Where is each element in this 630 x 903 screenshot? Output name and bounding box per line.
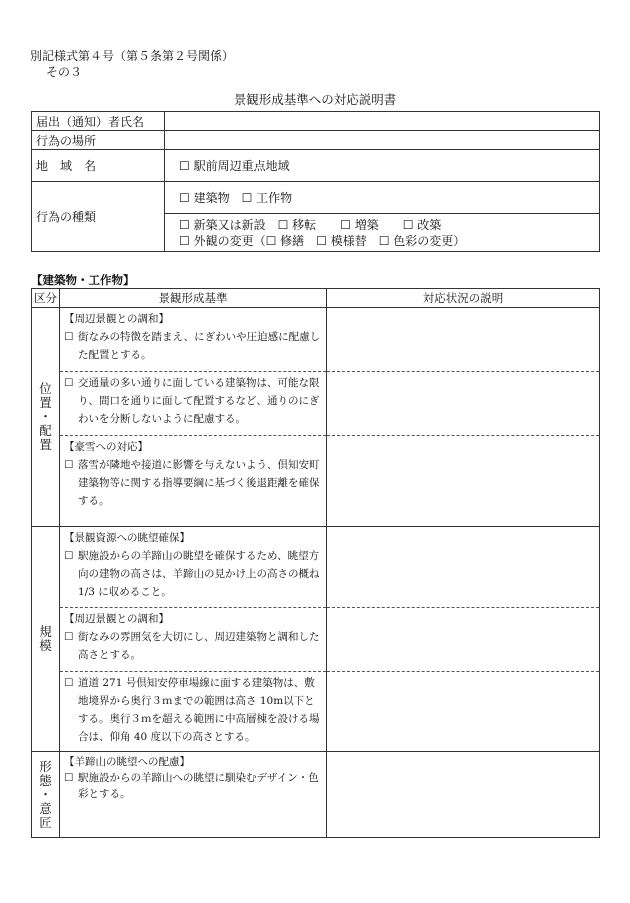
response-field[interactable] (327, 435, 599, 520)
form-number: 別記様式第４号（第５条第２号関係） (30, 49, 235, 63)
column-header-criteria: 景観形成基準 (60, 289, 327, 308)
category-scale: 規 模 (32, 527, 60, 752)
document-title: 景観形成基準への対応説明書 (233, 92, 397, 107)
response-field[interactable] (327, 607, 599, 671)
structure-type-options[interactable]: ☐ 建築物 ☐ 工作物 (165, 182, 600, 214)
criteria-table (31, 288, 600, 838)
checkbox-icon[interactable]: ☐ (64, 631, 74, 643)
criterion-heading: 【羊蹄山の眺望への配慮】 (64, 756, 190, 768)
criterion-block (60, 371, 326, 435)
category-position: 位 置 ・ 配 置 (32, 308, 60, 527)
criterion-block (60, 607, 326, 671)
location-label: 行為の場所 (32, 131, 165, 150)
applicant-name-field[interactable] (165, 112, 600, 131)
response-field[interactable] (327, 308, 599, 371)
criterion-block (60, 752, 326, 805)
response-field[interactable] (327, 671, 599, 751)
criterion-heading: 【周辺景観との調和】 (64, 313, 169, 325)
criterion-text: 駅施設からの羊蹄山の眺望を確保するため、眺望方向の建物の高さは、羊蹄山の見かけ上の高さの概ね 1/3 に収めること。 (78, 550, 320, 598)
applicant-info-table (31, 111, 600, 252)
criterion-text: 落雪が隣地や接道に影響を与えないよう、倶知安町建築物等に関する指導要綱に基づく後退距離を確保する。 (78, 459, 320, 507)
criterion-text: 駅施設からの羊蹄山への眺望に馴染むデザイン・色彩とする。 (78, 772, 319, 800)
checkbox-icon[interactable]: ☐ (64, 772, 74, 784)
applicant-name-label: 届出（通知）者氏名 (32, 112, 165, 131)
checkbox-icon[interactable]: ☐ (64, 331, 74, 343)
form-part: その３ (46, 65, 83, 79)
criterion-block (60, 308, 326, 371)
checkbox-icon[interactable]: ☐ (64, 377, 74, 389)
criterion-text: 街なみの特徴を踏まえ、にぎわいや圧迫感に配慮した配置とする。 (78, 331, 321, 361)
checkbox-icon[interactable]: ☐ (64, 459, 74, 471)
criterion-block (60, 435, 326, 519)
checkbox-icon[interactable]: ☐ (64, 550, 74, 562)
criterion-text: 交通量の多い通りに面している建築物は、可能な限り、間口を通りに面して配置するなど、通りのにぎわいを分断しないように配慮する。 (78, 377, 320, 425)
criterion-heading: 【景観資源への眺望確保】 (64, 532, 190, 544)
response-field[interactable] (327, 371, 599, 435)
criterion-heading: 【豪雪への対応】 (64, 441, 148, 453)
response-field[interactable] (327, 527, 599, 607)
exterior-change-options[interactable]: ☐ 外観の変更（☐ 修繕 ☐ 模様替 ☐ 色彩の変更） (179, 233, 466, 248)
action-type-label: 行為の種類 (32, 182, 165, 252)
checkbox-icon[interactable]: ☐ (64, 677, 74, 689)
area-name-option[interactable]: ☐ 駅前周辺重点地域 (165, 150, 600, 182)
criterion-text: 道道 271 号倶知安停車場線に面する建築物は、敷地境界から奥行３ｍまでの範囲は高さ 10m以下とする。奥行３ｍを超える範囲に中高層棟を設ける場合は、仰角 40 度以下の高さとする。 (78, 677, 320, 743)
criterion-text: 街なみの雰囲気を大切にし、周辺建築物と調和した高さとする。 (78, 631, 320, 661)
column-header-kubun: 区分 (32, 289, 60, 308)
criterion-heading: 【周辺景観との調和】 (64, 613, 169, 625)
response-field[interactable] (327, 752, 600, 838)
criterion-block (60, 671, 326, 751)
column-header-response: 対応状況の説明 (327, 289, 600, 308)
area-name-label: 地 域 名 (32, 150, 165, 182)
action-type-options[interactable]: ☐ 新築又は新設 ☐ 移転 ☐ 増築 ☐ 改築 (179, 217, 442, 232)
location-field[interactable] (165, 131, 600, 150)
section-title: 【建築物・工作物】 (31, 273, 135, 287)
category-design: 形 態 ・ 意 匠 (32, 752, 60, 838)
criterion-block (60, 527, 326, 607)
